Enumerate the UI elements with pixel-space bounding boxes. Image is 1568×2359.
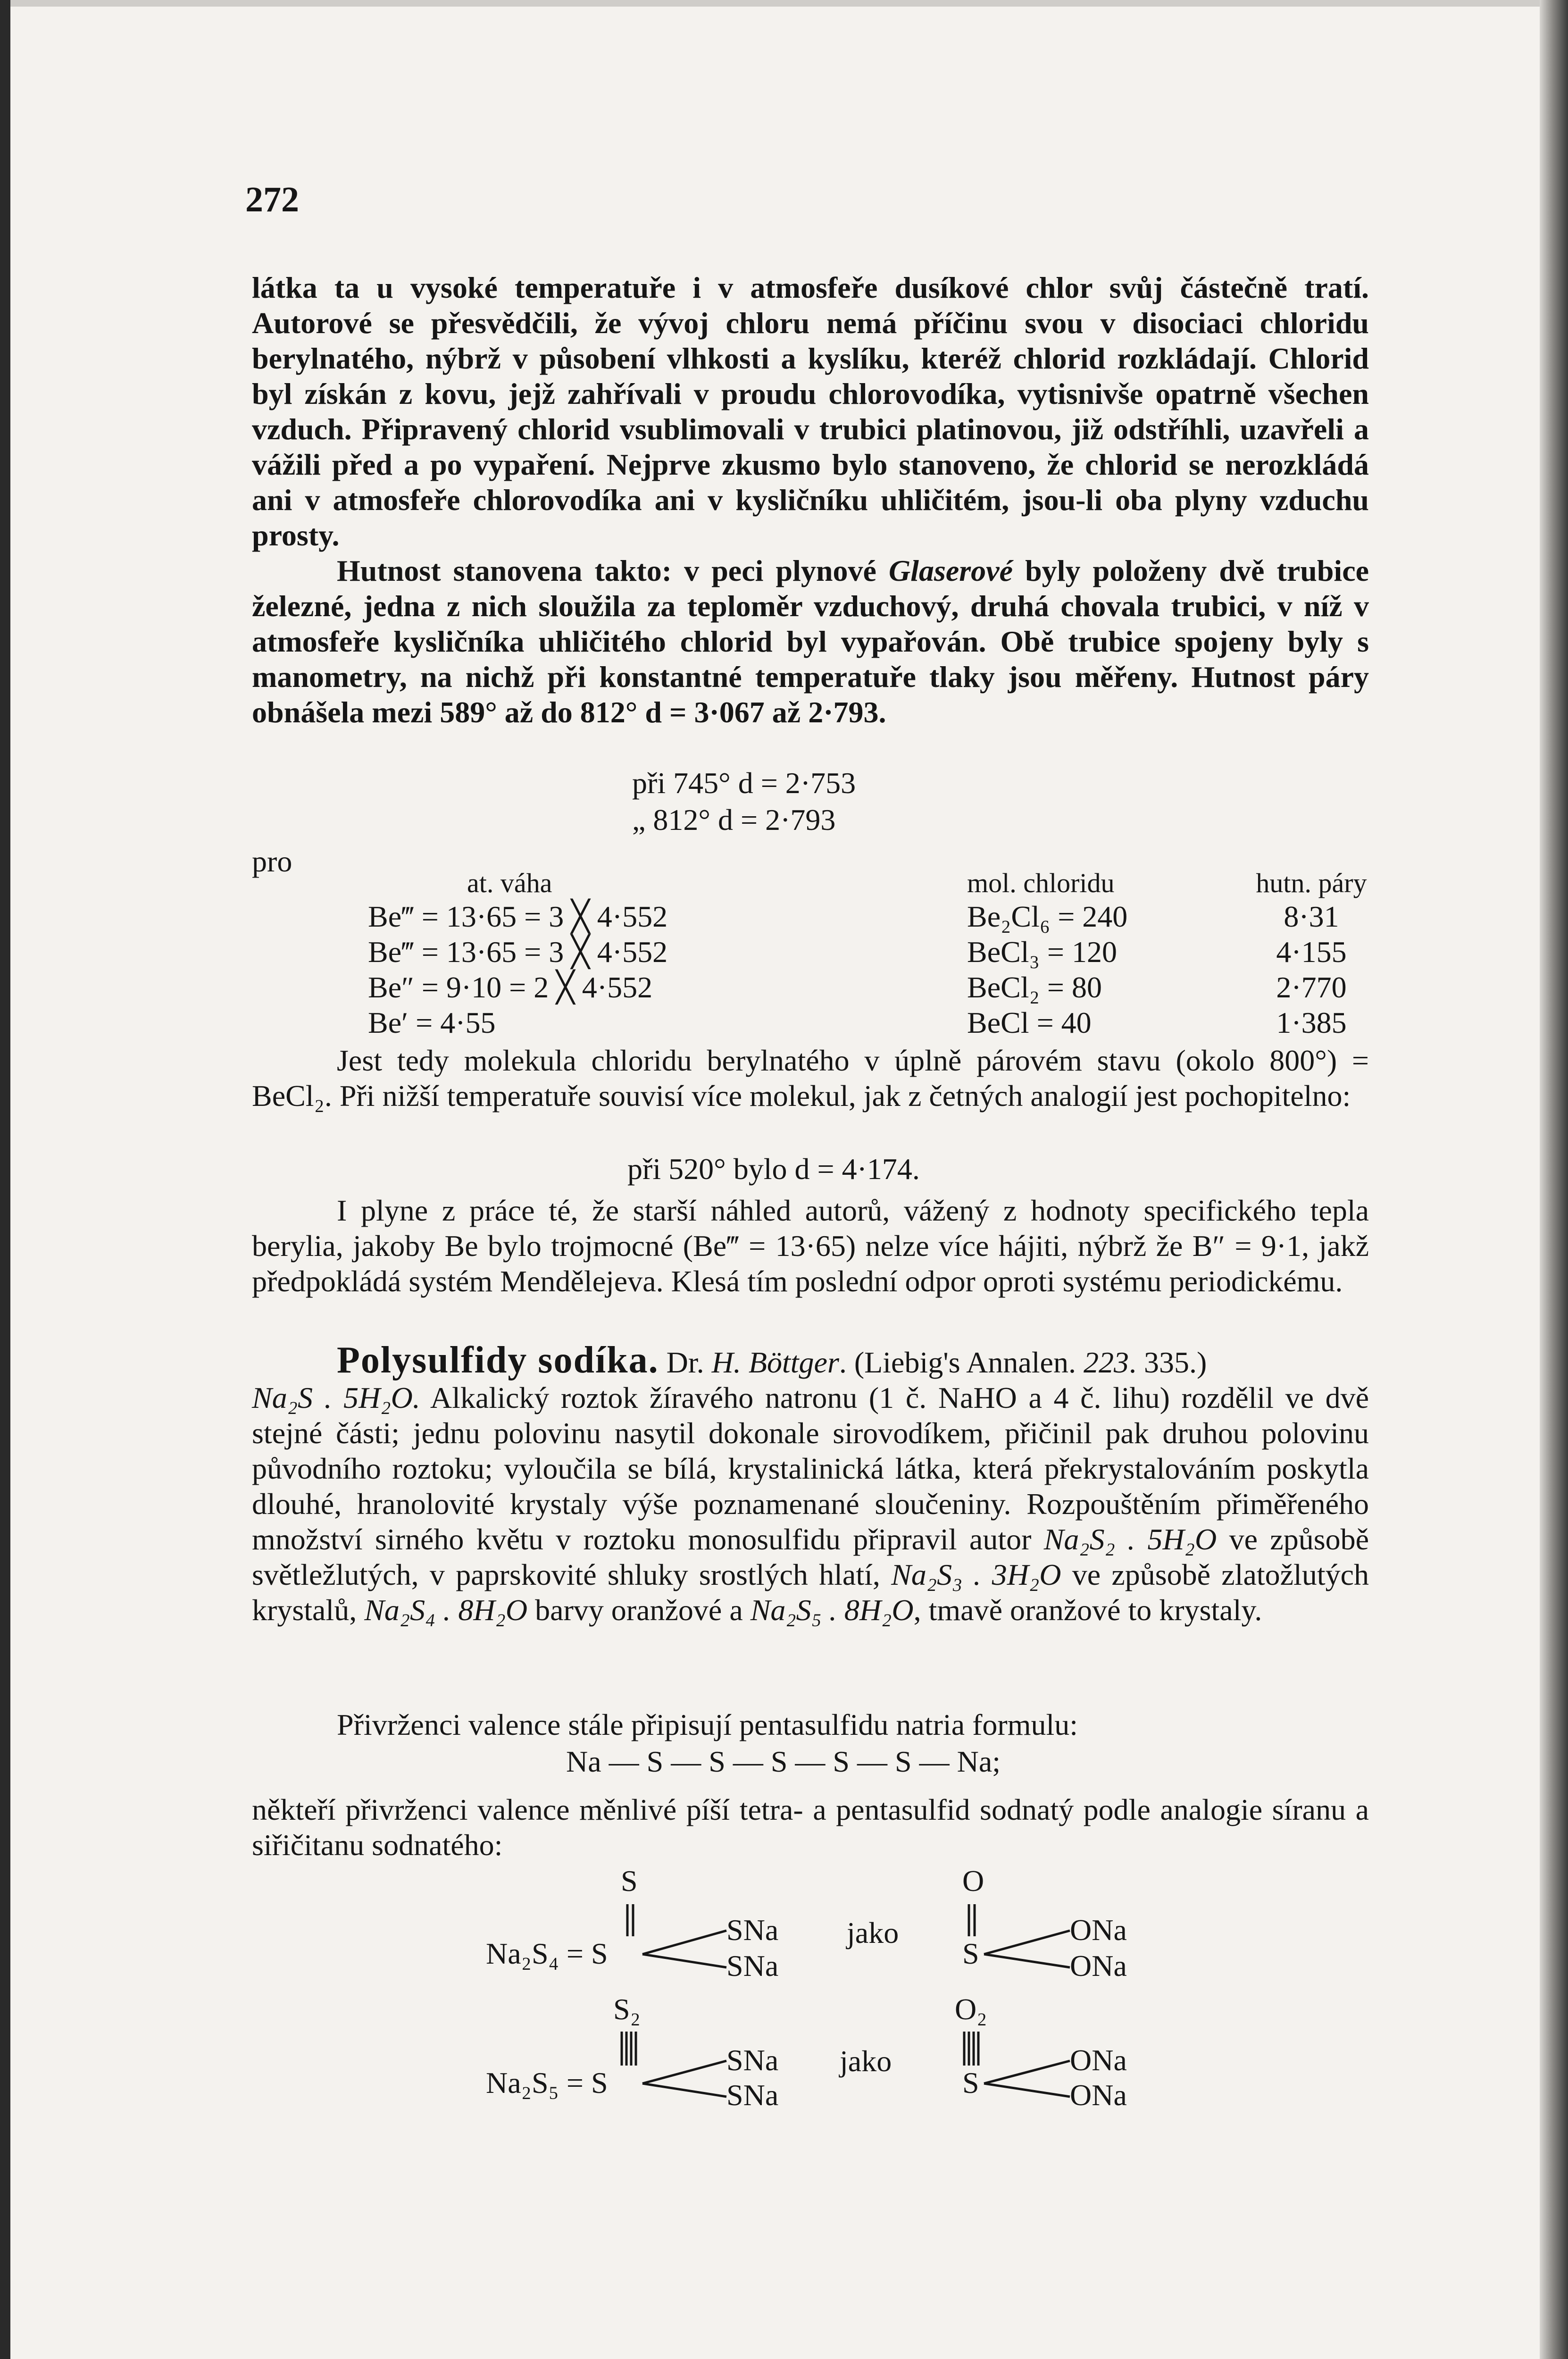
reference-a: . (Liebig's Annalen. <box>839 1346 1084 1379</box>
glaser-name: Glaserové <box>888 554 1013 587</box>
f1-top-o: O <box>962 1864 984 1898</box>
formula-na2s3: Na₂S₃ . 3H₂O <box>891 1558 1061 1591</box>
density-745: při 745° d = 2·753 <box>632 766 856 800</box>
header-atomic-weight: at. váha <box>467 868 552 898</box>
label-pro: pro <box>252 845 292 878</box>
cell-chloride: Be₂Cl₆ = 240 <box>967 899 1128 933</box>
paragraph-intro: látka ta u vysoké temperatuře i v atmosfeře dusíkové chlor svůj částečně tratí. Autorové se přesvědčili, že vývoj chloru nemá příčinu svou v disociaci chloridu berylnatého, nýbrž v působení vlhkosti a kyslíku, kteréž chlorid rozkládají. Chlorid byl získán z kovu, jejž zahřívali v proudu chlorovodíka, vytisnivše opatrně všechen vzduch. Připravený chlorid vsublimovali v trubici platinovou, již odstříhli, uzavřeli a vážili před a po vypaření. Nejprve zkusmo bylo stanoveno, že chlorid se nerozkládá ani v atmosfeře chlorovodíka ani v kysličníku uhličitém, jsou-li oba plyny vzduchu prosty. <box>252 271 1369 552</box>
f1-o1: ONa <box>1070 1913 1127 1947</box>
section-title: Polysulfidy sodíka. <box>337 1339 659 1381</box>
f2-top-o2: O₂ <box>955 1992 987 2026</box>
cell-atomic-weight: Be″ = 9·10 = 2 ╳ 4·552 <box>368 970 653 1004</box>
author-name: H. Böttger <box>711 1346 839 1379</box>
formula-na2s2: Na₂S₂ . 5H₂O <box>1043 1522 1217 1556</box>
paragraph-valence: Přivrženci valence stále připisují pentasulfidu natria formulu: <box>337 1708 1078 1741</box>
polysulfide-text-3: barvy oranžové a <box>527 1593 751 1627</box>
formula-na2s4: Na₂S₄ . 8H₂O <box>364 1593 528 1627</box>
f1-sulfur: S <box>962 1937 979 1970</box>
f1-o2: ONa <box>1070 1949 1127 1983</box>
cell-atomic-weight: Be′ = 4·55 <box>368 1005 496 1039</box>
f1r-bond-lower <box>984 1954 1070 1967</box>
formula-na2s: Na₂S . 5H₂O. <box>252 1381 420 1414</box>
f2-o2: ONa <box>1070 2078 1127 2112</box>
density-text-b: byly položeny dvě trubice železné, jedna z nich sloužila za teploměr vzduchový, druhá chovala trubici, v níž v atmosfeře kysličníka uhličitého chlorid byl vypařován. Obě trubice spojeny byly s manometry, na nichž při konstantné temperatuře tlaky jsou měřeny. Hutnost páry obnášela mezi 589° až do 812° d = 3·067 až 2·793. <box>252 554 1369 729</box>
f2-o1: ONa <box>1070 2043 1127 2077</box>
paragraph-molecule: Jest tedy molekula chloridu berylnatého v úplně párovém stavu (okolo 800°) = BeCl₂. Při nižší temperatuře souvisí více molekul, jak z četných analogií jest pochopitelno: <box>252 1044 1369 1113</box>
f2-left: Na₂S₅ = S <box>486 2066 608 2100</box>
density-text-a: Hutnost stanovena takto: v peci plynové <box>337 554 889 587</box>
polysulfide-text: Alkalický roztok žíravého natronu (1 č. NaHO a 4 č. lihu) rozdělil ve dvě stejné části; jednu polovinu nasytil dokonale sirovodíkem, přičinil pak druhou polovinu původního roztoku; vyloučila se bílá, krystalinická látka, která překrystalováním poskytla dlouhé, hranolovité krystaly výše poznamenané sloučeniny. Rozpouštěním přiměřeného množství sirného květu v roztoku monosulfidu připravil autor <box>252 1381 1369 1556</box>
header-vapour-density: hutn. páry <box>1256 868 1367 898</box>
f2-bond-lower <box>642 2083 726 2097</box>
header-mol-chloride: mol. chloridu <box>967 868 1115 898</box>
reference-volume: 223 <box>1083 1346 1129 1379</box>
formula-na2s5: Na₂S₅ . 8H₂O <box>750 1593 914 1627</box>
f1-r1: SNa <box>726 1913 779 1947</box>
density-812: „ 812° d = 2·793 <box>632 803 836 837</box>
f2-bond-upper <box>642 2061 726 2083</box>
polysulfide-text-4: , tmavě oranžové to krystaly. <box>913 1593 1262 1627</box>
cell-atomic-weight: Be‴ = 13·65 = 3 ╳ 4·552 <box>368 899 668 933</box>
author-prefix: Dr. <box>659 1346 712 1379</box>
f2-r2: SNa <box>726 2078 779 2112</box>
f1-bond-lower <box>642 1954 726 1967</box>
f2r-bond-lower <box>984 2083 1070 2097</box>
f2r-bond-upper <box>984 2061 1070 2083</box>
cell-atomic-weight: Be‴ = 13·65 = 3 ╳ 4·552 <box>368 935 668 969</box>
cell-chloride: BeCl₂ = 80 <box>967 970 1102 1004</box>
formula-520: při 520° bylo d = 4·174. <box>627 1152 920 1186</box>
f2-jako: jako <box>840 2044 892 2078</box>
polysulfide-text-2: ve způsobě zlatožlutých krystalů, <box>252 1558 1369 1627</box>
f2-top-s2: S₂ <box>613 1992 641 2026</box>
f1-jako: jako <box>847 1916 899 1949</box>
f1r-bond-upper <box>984 1931 1070 1954</box>
cell-chloride: BeCl₃ = 120 <box>967 935 1117 969</box>
cell-density: 4·155 <box>1276 935 1347 969</box>
f1-top-s: S <box>621 1864 638 1898</box>
f2-sulfur: S <box>962 2066 979 2100</box>
f1-left: Na₂S₄ = S <box>486 1937 608 1970</box>
cell-density: 8·31 <box>1284 899 1339 933</box>
f2-r1: SNa <box>726 2043 779 2077</box>
cell-chloride: BeCl = 40 <box>967 1005 1092 1039</box>
f1-bond-upper <box>642 1931 726 1954</box>
f1-r2: SNa <box>726 1949 779 1983</box>
reference-b: . 335.) <box>1128 1346 1207 1379</box>
cell-density: 1·385 <box>1276 1005 1347 1039</box>
cell-density: 2·770 <box>1276 970 1347 1004</box>
page-number: 272 <box>245 180 299 219</box>
polysulfide-text-1: ve způsobě světležlutých, v paprskovité shluky srostlých hlatí, <box>252 1522 1369 1591</box>
paragraph-analogy: někteří přivrženci valence měnlivé píší tetra- a pentasulfid sodnatý podle analogie síranu a siřičitanu sodnatého: <box>252 1793 1369 1862</box>
paragraph-conclusion: I plyne z práce té, že starší náhled autorů, vážený z hodnoty specifického tepla berylia, jakoby Be bylo trojmocné (Be‴ = 13·65) nelze více hájiti, nýbrž že B″ = 9·1, jakž předpokládá systém Mendělejeva. Klesá tím poslední odpor oproti systému periodickému. <box>252 1194 1369 1298</box>
formula-pentasulfide-chain: Na — S — S — S — S — S — Na; <box>566 1745 1001 1778</box>
